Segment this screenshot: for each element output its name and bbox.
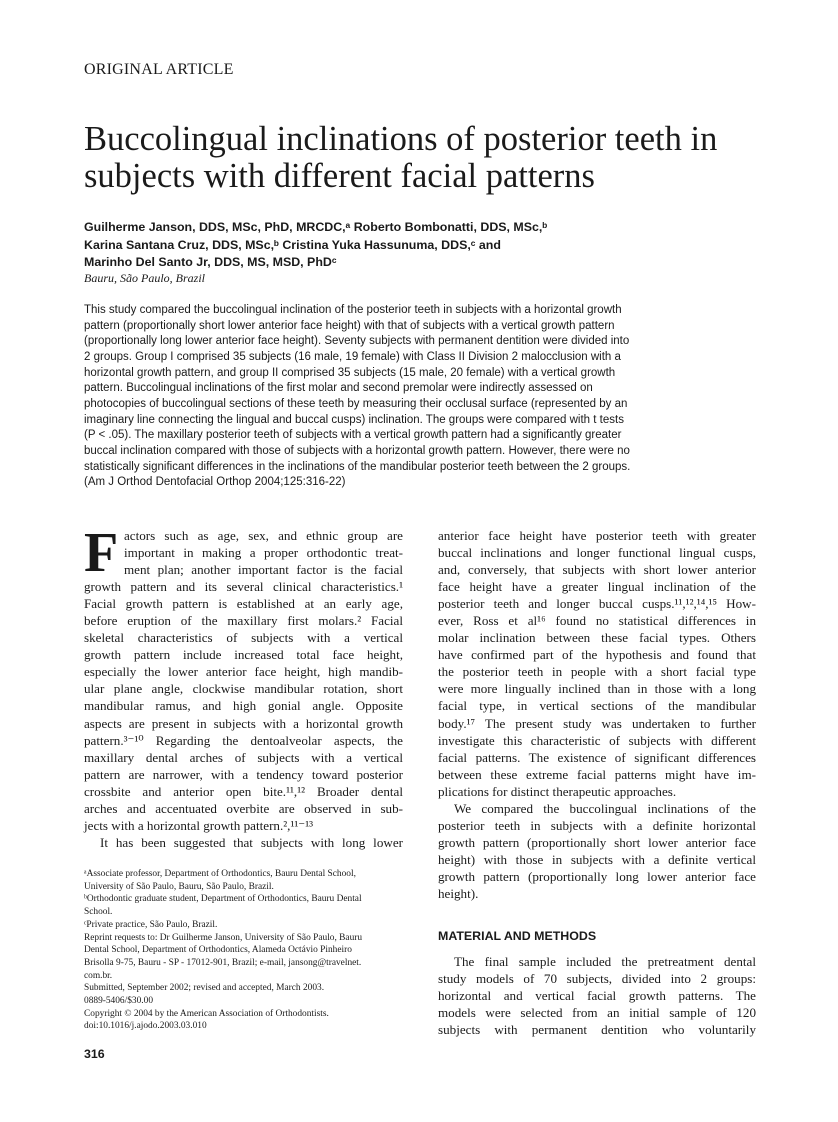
author-line: Guilherme Janson, DDS, MSc, PhD, MRCDC,ᵃ Roberto Bombonatti, DDS, MSc,ᵇ xyxy=(84,220,548,234)
footnote-line: Submitted, September 2002; revised and accepted, March 2003. xyxy=(84,983,325,994)
author-line: Marinho Del Santo Jr, DDS, MS, MSD, PhDᶜ xyxy=(84,255,337,269)
abstract-line: This study compared the buccolingual inclination of the posterior teeth in subjects with a horizontal growth xyxy=(84,304,622,316)
body-line: We compared the buccolingual inclinations of the xyxy=(454,800,756,816)
body-line: growth pattern include increased total face height, xyxy=(84,647,403,663)
body-line: posterior teeth and longer buccal cusps.¹¹,¹²,¹⁴,¹⁵ How- xyxy=(438,596,756,612)
body-line: pattern are narrower, with a tendency toward posterior xyxy=(84,766,403,782)
body-line: The final sample included the pretreatment dental xyxy=(454,954,756,969)
section-label: ORIGINAL ARTICLE xyxy=(84,61,234,78)
body-line: ular plane angle, clockwise mandibular rotation, short xyxy=(84,681,403,697)
footnote-line: University of São Paulo, Bauru, São Paulo, Brazil. xyxy=(84,881,274,892)
body-line: models were selected from an initial sample of 120 xyxy=(438,1005,756,1021)
body-line: subjects with permanent dentition who voluntarily xyxy=(438,1022,756,1038)
body-line: plications for distinct therapeutic approaches. xyxy=(438,783,677,799)
body-line: Facial growth pattern is established at an early age, xyxy=(84,596,403,612)
right-column-text xyxy=(438,527,756,902)
abstract xyxy=(84,303,756,491)
author-list xyxy=(84,219,764,272)
footnote-line: com.br. xyxy=(84,970,113,981)
body-line: height) with those in subjects with a definite vertical xyxy=(438,851,756,867)
footnotes xyxy=(84,868,403,1033)
footnote-line: doi:10.1016/j.ajodo.2003.03.010 xyxy=(84,1021,207,1032)
body-line: before eruption of the maxillary first molars.² Facial xyxy=(84,613,403,629)
body-line: arches and accentuated overbite are observed in sub- xyxy=(84,800,403,816)
abstract-line: pattern. Buccolingual inclinations of the first molar and second premolar were indirectly assessed on xyxy=(84,382,593,395)
body-line: face height have a greater lingual inclination of the xyxy=(438,579,756,595)
body-line: ment plan; another important factor is the facial xyxy=(124,562,403,578)
body-line: between these extreme facial patterns might have im- xyxy=(438,766,756,782)
body-line: anterior face height have posterior teeth with greater xyxy=(438,528,756,543)
body-line: skeletal characteristics of subjects with a vertical xyxy=(84,630,403,646)
abstract-line: buccal inclination compared with those of subjects with a horizontal growth pattern. However, there were no xyxy=(84,444,630,457)
author-line: Karina Santana Cruz, DDS, MSc,ᵇ Cristina Yuka Hassunuma, DDS,ᶜ and xyxy=(84,237,501,252)
title-line: subjects with different facial patterns xyxy=(84,157,595,195)
body-line: jects with a horizontal growth pattern.²,¹¹⁻¹³ xyxy=(84,817,314,833)
body-line: actors such as age, sex, and ethnic group are xyxy=(124,528,403,543)
abstract-line: horizontal growth pattern, and group II comprised 35 subjects (15 male, 20 female) with a vertical growth xyxy=(84,366,616,379)
body-line: growth pattern and its several clinical characteristics.¹ xyxy=(84,579,403,595)
body-line: height). xyxy=(438,885,479,901)
methods-text xyxy=(438,953,756,1038)
abstract-line: imaginary line connecting the lingual and buccal cusps) inclination. The groups were compared with t tests xyxy=(84,413,624,426)
page-number: 316 xyxy=(84,1047,105,1061)
body-line: and, conversely, that subjects with short lower anterior xyxy=(438,562,756,578)
body-line: pattern.³⁻¹⁰ Regarding the dentoalveolar aspects, the xyxy=(84,732,403,748)
body-line: maxillary dental arches of subjects with a vertical xyxy=(84,749,403,765)
footnote-line: Dental School, Department of Orthodontics, Alameda Octávio Pinheiro xyxy=(84,945,352,956)
body-line: have confirmed part of the hypothesis and found that xyxy=(438,647,756,663)
footnote-line: ᶜPrivate practice, São Paulo, Brazil. xyxy=(84,919,218,930)
body-line: important in making a proper orthodontic treat- xyxy=(124,545,403,561)
body-line: body.¹⁷ The present study was undertaken to further xyxy=(438,715,756,731)
body-line: mandibular ramus, and high gonial angle. Opposite xyxy=(84,698,403,714)
left-column-text xyxy=(84,522,403,851)
body-line: the posterior teeth in people with a short facial type xyxy=(438,664,756,680)
title-line: Buccolingual inclinations of posterior teeth in xyxy=(84,120,718,158)
body-line: ever, Ross et al¹⁶ found no statistical differences in xyxy=(438,613,756,629)
body-line: growth pattern (proportionally long lower anterior face xyxy=(438,868,756,884)
abstract-line: pattern (proportionally short lower anterior face height) with that of subjects with a vertical growth pattern xyxy=(84,319,615,332)
drop-cap: F xyxy=(84,522,119,584)
body-line: aspects are present in subjects with a horizontal growth xyxy=(84,715,403,731)
body-line: crossbite and anterior open bite.¹¹,¹² Broader dental xyxy=(84,783,403,799)
body-line: especially the lower anterior face height, high mandib- xyxy=(84,664,403,680)
body-line: growth pattern (proportionally short lower anterior face xyxy=(438,834,756,850)
abstract-line: statistically significant differences in the inclinations of the mandibular posterior teeth between the 2 groups. xyxy=(84,460,631,473)
body-line: were more lingually inclined than in those with a long xyxy=(438,681,756,697)
abstract-line: (proportionally long lower anterior face height). Seventy subjects with permanent dentition were divided into xyxy=(84,335,630,348)
footnote-line: Brisolla 9-75, Bauru - SP - 17012-901, Brazil; e-mail, jansong@travelnet. xyxy=(84,957,362,968)
body-line: It has been suggested that subjects with long lower xyxy=(100,834,403,850)
body-line: buccal inclinations and longer functional lingual cusps, xyxy=(438,545,756,561)
footnote-line: ᵃAssociate professor, Department of Orthodontics, Bauru Dental School, xyxy=(84,869,356,879)
article-title xyxy=(84,121,764,195)
abstract-line: 2 groups. Group I comprised 35 subjects (16 male, 19 female) with Class II Division 2 malocclusion with a xyxy=(84,350,621,363)
abstract-line: photocopies of buccolingual sections of these teeth by measuring their occlusal surface (represented by an xyxy=(84,397,628,410)
body-line: horizontal and vertical facial growth patterns. The xyxy=(438,988,756,1004)
affiliation: Bauru, São Paulo, Brazil xyxy=(84,271,206,285)
footnote-line: Copyright © 2004 by the American Association of Orthodontists. xyxy=(84,1008,329,1019)
body-line: molar inclination between these facial types. Others xyxy=(438,630,756,646)
body-line: facial type, in vertical sections of the mandibular xyxy=(438,698,756,714)
body-line: posterior teeth in subjects with a definite horizontal xyxy=(438,817,756,833)
abstract-line: (Am J Orthod Dentofacial Orthop 2004;125:316-22) xyxy=(84,476,346,489)
footnote-line: 0889-5406/$30.00 xyxy=(84,996,154,1007)
section-heading: MATERIAL AND METHODS xyxy=(438,929,597,943)
body-line: investigate this characteristic of subjects with different xyxy=(438,732,756,748)
body-line: study models of 70 subjects, divided into 2 groups: xyxy=(438,971,756,987)
footnote-line: School. xyxy=(84,907,113,918)
footnote-line: ᵇOrthodontic graduate student, Department of Orthodontics, Bauru Dental xyxy=(84,894,362,905)
body-line: facial patterns. The existence of significant differences xyxy=(438,749,756,765)
abstract-line: (P < .05). The maxillary posterior teeth of subjects with a vertical growth pattern had a significantly greater xyxy=(84,429,622,442)
footnote-line: Reprint requests to: Dr Guilherme Janson, University of São Paulo, Bauru xyxy=(84,932,363,943)
